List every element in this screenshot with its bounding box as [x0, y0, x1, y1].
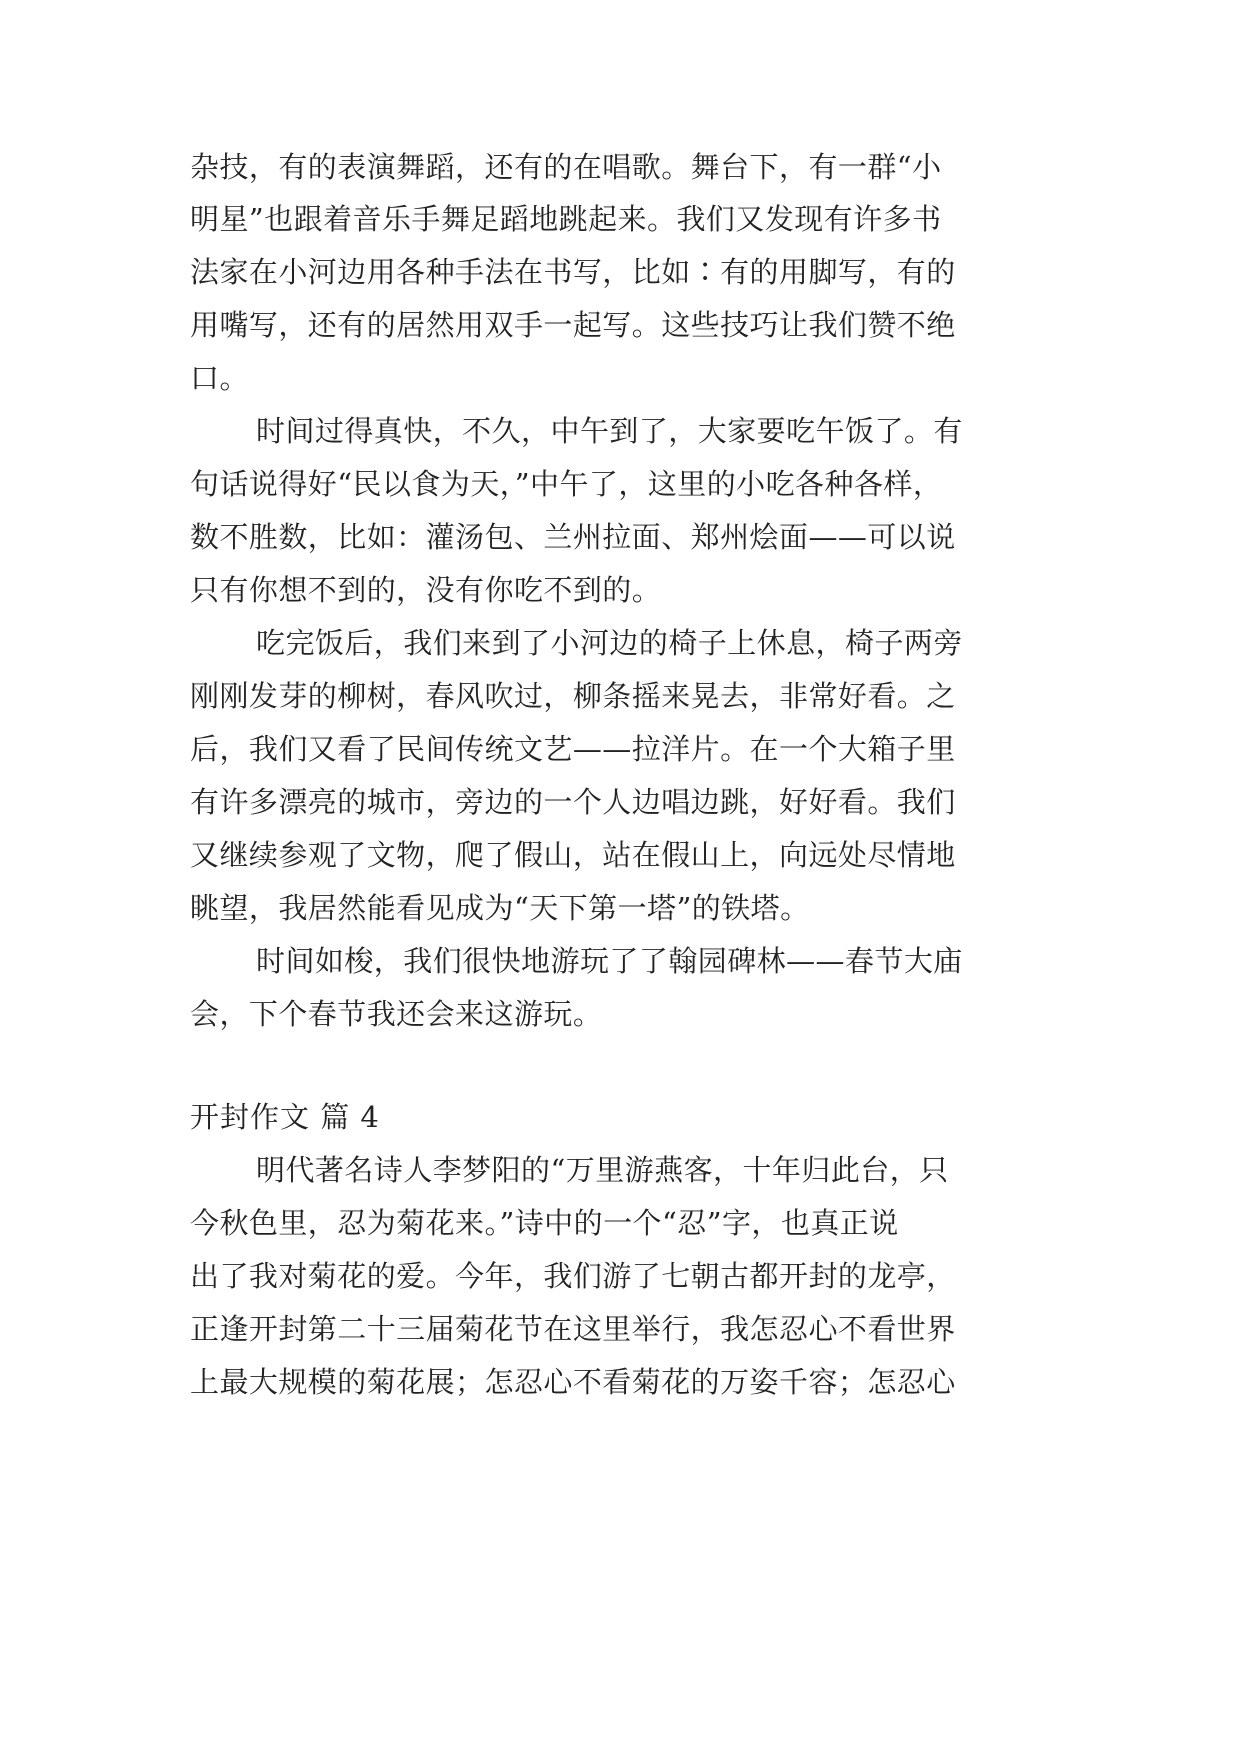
paragraph-line: 口。	[190, 361, 249, 395]
paragraph-line: 又继续参观了文物，爬了假山，站在假山上，向远处尽情地	[190, 838, 956, 872]
section-heading: 开封作文 篇 4	[190, 1100, 380, 1134]
paragraph-line: 句话说得好“民以食为天，”中午了，这里的小吃各种各样，	[190, 467, 943, 501]
paragraph-line: 吃完饭后，我们来到了小河边的椅子上休息，椅子两旁	[256, 626, 963, 660]
paragraph-line: 今秋色里，忍为菊花来。”诗中的一个“忍”字，也真正说	[190, 1206, 899, 1240]
paragraph-line: 用嘴写，还有的居然用双手一起写。这些技巧让我们赞不绝	[190, 308, 956, 342]
paragraph-line: 明代著名诗人李梦阳的“万里游燕客，十年归此台，只	[256, 1153, 949, 1187]
paragraph-line: 只有你想不到的，没有你吃不到的。	[190, 573, 662, 607]
paragraph-line: 上最大规模的菊花展；怎忍心不看菊花的万姿千容；怎忍心	[190, 1365, 956, 1399]
paragraph-line: 后，我们又看了民间传统文艺——拉洋片。在一个大箱子里	[190, 732, 956, 766]
paragraph-line: 刚刚发芽的柳树，春风吹过，柳条摇来晃去，非常好看。之	[190, 679, 956, 713]
paragraph-line: 法家在小河边用各种手法在书写，比如∶有的用脚写，有的	[190, 255, 956, 289]
paragraph-line: 眺望，我居然能看见成为“天下第一塔”的铁塔。	[190, 891, 810, 925]
paragraph-line: 明星”也跟着音乐手舞足蹈地跳起来。我们又发现有许多书	[190, 202, 942, 236]
paragraph-line: 杂技，有的表演舞蹈，还有的在唱歌。舞台下，有一群“小	[190, 150, 942, 184]
paragraph-line: 有许多漂亮的城市，旁边的一个人边唱边跳，好好看。我们	[190, 785, 956, 819]
paragraph-line: 数不胜数，比如：灌汤包、兰州拉面、郑州烩面——可以说	[190, 520, 956, 554]
paragraph-line: 出了我对菊花的爱。今年，我们游了七朝古都开封的龙亭，	[190, 1259, 956, 1293]
paragraph-line: 正逢开封第二十三届菊花节在这里举行，我怎忍心不看世界	[190, 1312, 956, 1346]
paragraph-line: 会，下个春节我还会来这游玩。	[190, 997, 603, 1031]
paragraph-line: 时间过得真快，不久，中午到了，大家要吃午饭了。有	[256, 414, 963, 448]
paragraph-line: 时间如梭，我们很快地游玩了了翰园碑林——春节大庙	[256, 944, 963, 978]
